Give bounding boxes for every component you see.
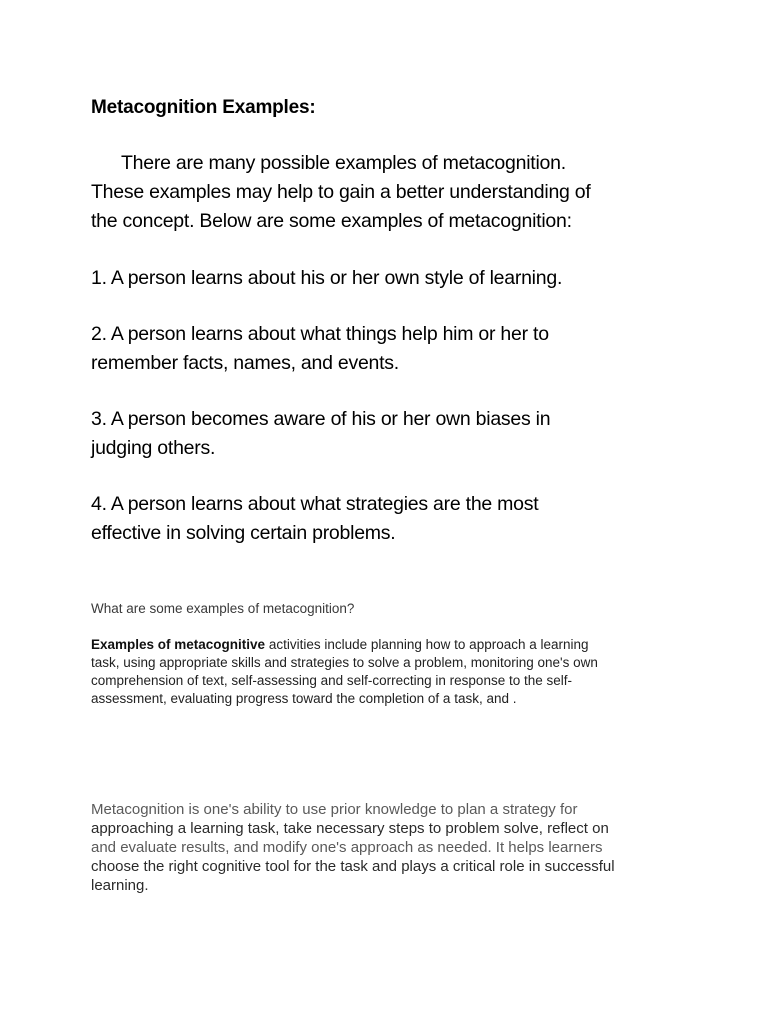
answer-line: assessment, evaluating progress toward the completion of a task, and . [91,691,517,706]
summary-paragraph [91,800,691,895]
example-line: judging others. [91,437,216,459]
example-line: 1. A person learns about his or her own style of learning. [91,267,563,289]
answer-line: task, using appropriate skills and strategies to solve a problem, monitoring one's own [91,655,598,670]
intro-line: There are many possible examples of metacognition. [121,152,566,174]
document-title: Metacognition Examples: [91,97,316,118]
summary-line: and evaluate results, and modify one's approach as needed. It helps learners [91,839,603,856]
example-item-4 [91,490,691,548]
intro-line: the concept. Below are some examples of metacognition: [91,210,572,232]
question-heading: What are some examples of metacognition? [91,601,355,616]
summary-line: learning. [91,877,149,894]
example-item-3 [91,405,691,463]
answer-line: comprehension of text, self-assessing and self-correcting in response to the self- [91,673,572,688]
example-line: remember facts, names, and events. [91,352,399,374]
intro-paragraph [91,149,691,236]
answer-paragraph [91,636,691,708]
answer-line [91,636,691,654]
answer-bold-lead: Examples of metacognitive [91,637,266,652]
example-line: effective in solving certain problems. [91,522,396,544]
summary-line: choose the right cognitive tool for the task and plays a critical role in successful [91,858,615,875]
example-line: 2. A person learns about what things help him or her to [91,323,549,345]
example-line: 3. A person becomes aware of his or her own biases in [91,408,551,430]
answer-line-rest: activities include planning how to approach a learning [265,637,589,652]
summary-line: approaching a learning task, take necessary steps to problem solve, reflect on [91,820,609,837]
example-line: 4. A person learns about what strategies are the most [91,493,539,515]
example-item-2 [91,320,691,378]
summary-line: Metacognition is one's ability to use prior knowledge to plan a strategy for [91,801,578,818]
intro-line: These examples may help to gain a better understanding of [91,181,591,203]
example-item-1 [91,264,691,293]
